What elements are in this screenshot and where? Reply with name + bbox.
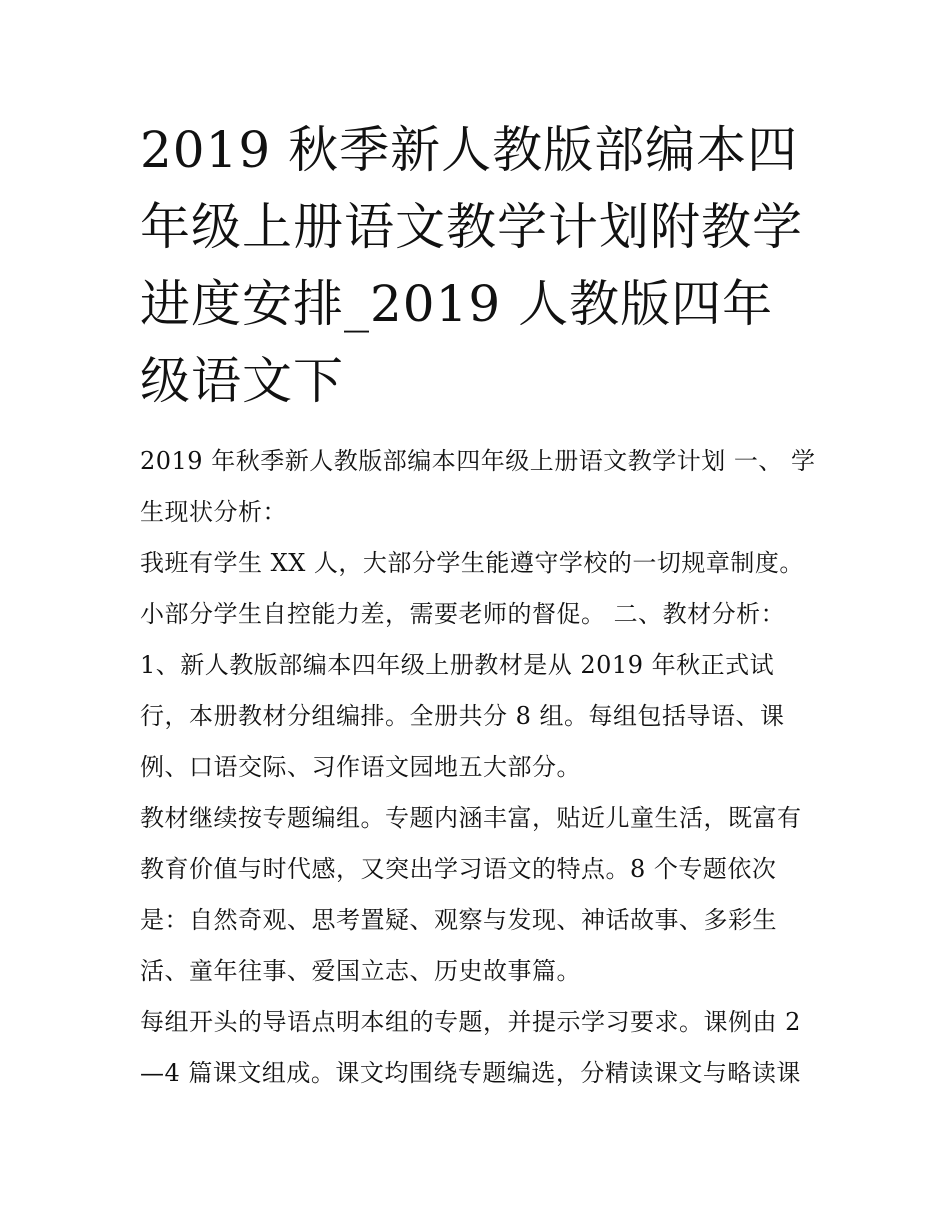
document-title: 2019 秋季新人教版部编本四年级上册语文教学计划附教学进度安排_2019 人教版四年级语文下 bbox=[140, 121, 803, 410]
document-content bbox=[140, 112, 820, 1099]
paragraph-unit-structure: 每组开头的导语点明本组的专题，并提示学习要求。课例由 2—4 篇课文组成。课文均围绕专题编选，分精读课文与略读课 bbox=[140, 1008, 801, 1087]
paragraph-student-analysis: 2019 年秋季新人教版部编本四年级上册语文教学计划 一、 学生现状分析： bbox=[140, 447, 816, 526]
paragraph-class-status: 我班有学生 XX 人，大部分学生能遵守学校的一切规章制度。小部分学生自控能力差，需要老师的督促。 二、教材分析： bbox=[140, 549, 804, 628]
paragraph-topics: 教材继续按专题编组。专题内涵丰富，贴近儿童生活，既富有教育价值与时代感，又突出学习语文的特点。8 个专题依次是：自然奇观、思考置疑、观察与发现、神话故事、多彩生活、童年往事、爱国立志、历史故事篇。 bbox=[140, 804, 802, 985]
paragraph-textbook-overview: 1、新人教版部编本四年级上册教材是从 2019 年秋正式试行，本册教材分组编排。全册共分 8 组。每组包括导语、课例、口语交际、习作语文园地五大部分。 bbox=[140, 651, 785, 781]
document-body bbox=[140, 436, 820, 1099]
